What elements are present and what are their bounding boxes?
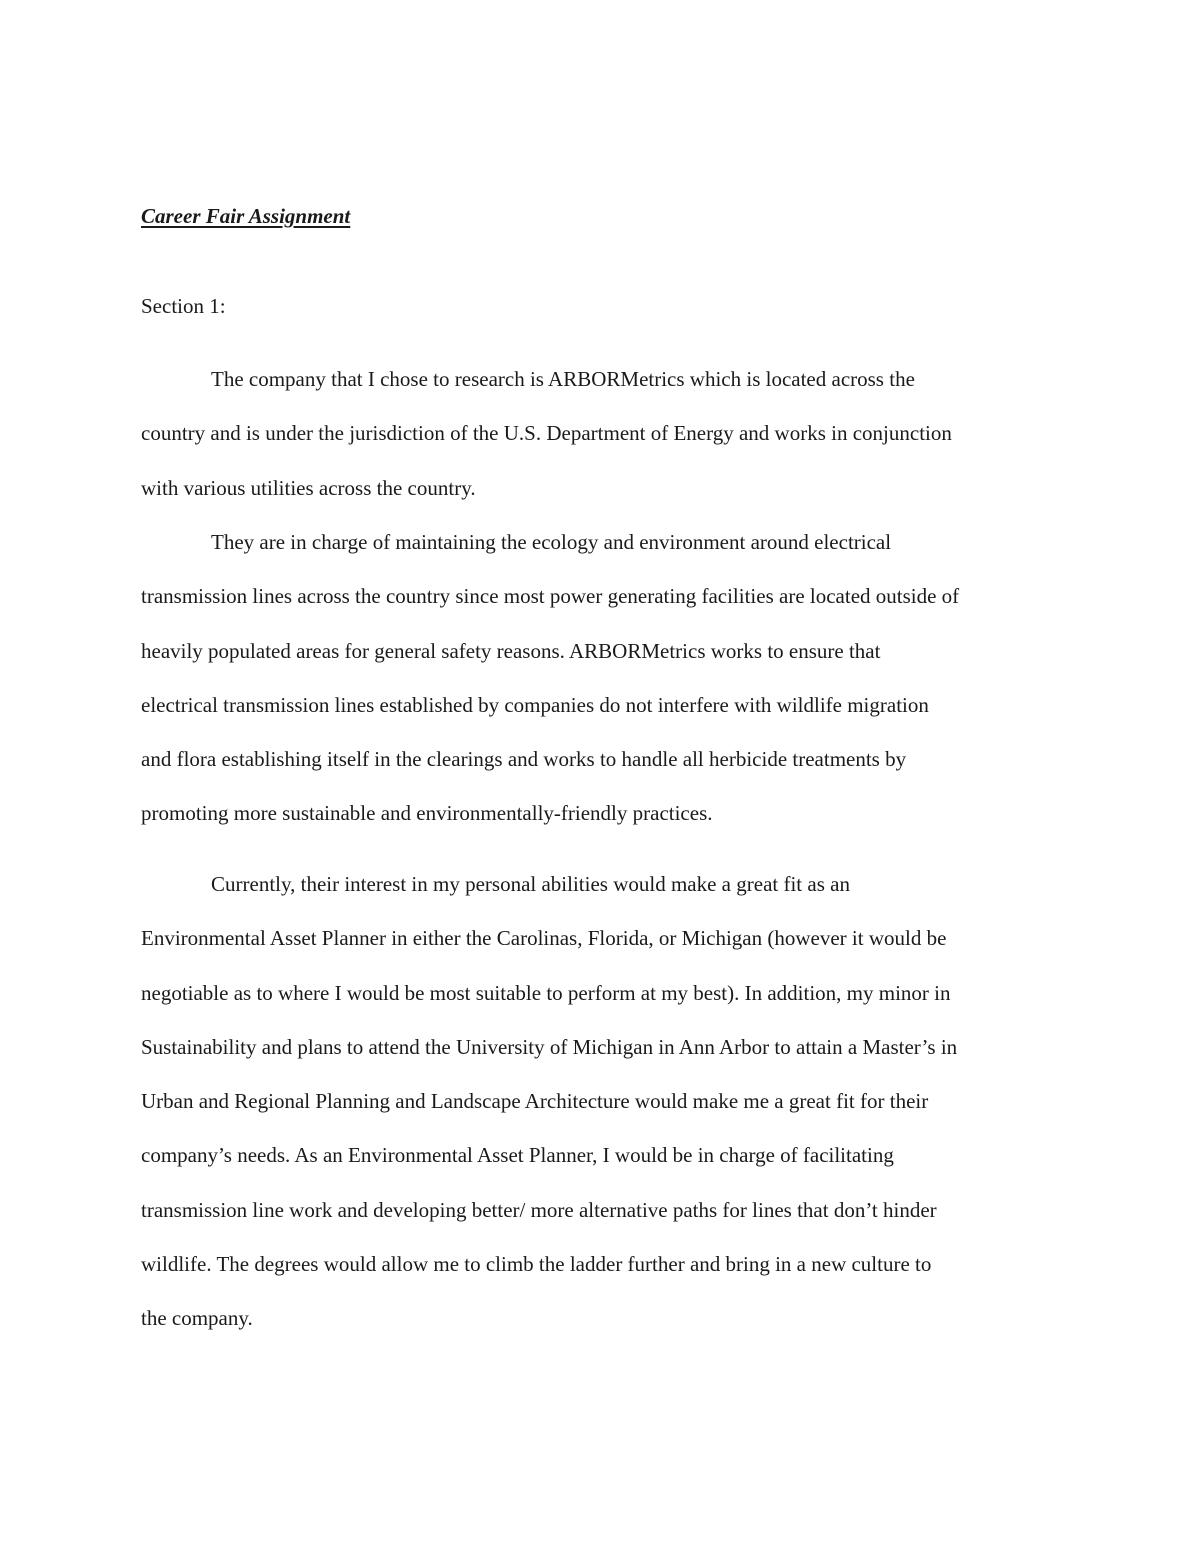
paragraph-3 [141,857,1071,1346]
paragraph-line: with various utilities across the country. [141,475,476,500]
paragraph-line: Currently, their interest in my personal abilities would make a great fit as an [211,872,850,896]
paragraph-line: the company. [141,1306,253,1331]
paragraph-line: electrical transmission lines established by companies do not interfere with wildlife migration [141,692,929,717]
paragraph-line: company’s needs. As an Environmental Asset Planner, I would be in charge of facilitating [141,1143,894,1168]
paragraph-line: transmission lines across the country since most power generating facilities are located outside of [141,584,960,609]
paragraph-line: transmission line work and developing better/ more alternative paths for lines that don’t hinder [141,1197,937,1222]
paragraph-1 [141,352,1071,515]
document-title: Career Fair Assignment [141,204,351,228]
paragraph-line: Sustainability and plans to attend the University of Michigan in Ann Arbor to attain a Master’s in [141,1034,958,1059]
paragraph-2 [141,515,1071,841]
paragraph-line: wildlife. The degrees would allow me to climb the ladder further and bring in a new culture to [141,1252,932,1277]
paragraph-line: heavily populated areas for general safety reasons. ARBORMetrics works to ensure that [141,638,881,663]
paragraph-line: Environmental Asset Planner in either the Carolinas, Florida, or Michigan (however it would be [141,926,947,951]
paragraph-line: and flora establishing itself in the clearings and works to handle all herbicide treatments by [141,747,907,772]
paragraph-line: country and is under the jurisdiction of the U.S. Department of Energy and works in conjunction [141,421,952,446]
paragraph-line: They are in charge of maintaining the ecology and environment around electrical [211,530,892,554]
paragraph-line: The company that I chose to research is ARBORMetrics which is located across the [211,367,915,391]
paragraph-line: negotiable as to where I would be most suitable to perform at my best). In addition, my minor in [141,980,951,1005]
paragraph-line: Urban and Regional Planning and Landscape Architecture would make me a great fit for their [141,1089,929,1114]
section-heading: Section 1: [141,294,226,318]
paragraph-line: promoting more sustainable and environmentally-friendly practices. [141,801,713,826]
